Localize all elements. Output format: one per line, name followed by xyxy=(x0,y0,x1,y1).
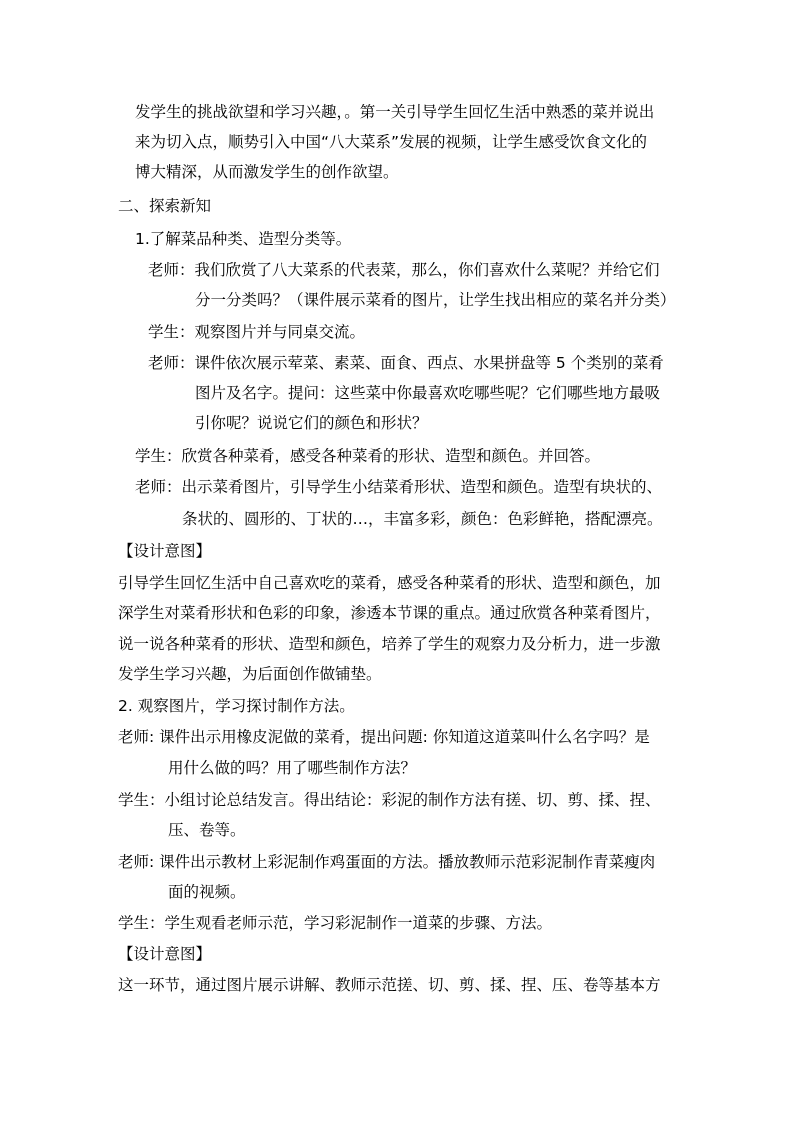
item2-student-1-line-2: 压、卷等。 xyxy=(168,821,246,839)
teacher-2-line-1: 老师：课件依次展示荤菜、素菜、面食、西点、水果拼盘等 5 个类别的菜肴 xyxy=(148,354,664,372)
teacher-1-line-1: 老师：我们欣赏了八大菜系的代表菜，那么，你们喜欢什么菜呢？并给它们 xyxy=(148,261,660,279)
item2-teacher-1-line-1: 老师: 课件出示用橡皮泥做的菜肴，提出问题: 你知道这道菜叫什么名字吗？是 xyxy=(118,728,650,746)
item-1-title: 1.了解菜品种类、造型分类等。 xyxy=(135,230,352,248)
design-intent-1-line-2: 深学生对菜肴形状和色彩的印象，渗透本节课的重点。通过欣赏各种菜肴图片， xyxy=(118,604,661,622)
design-intent-1-line-1: 引导学生回忆生活中自己喜欢吃的菜肴，感受各种菜肴的形状、造型和颜色，加 xyxy=(118,574,661,592)
item2-student-1-line-1: 学生：小组讨论总结发言。得出结论：彩泥的制作方法有搓、切、剪、揉、捏、 xyxy=(118,791,661,809)
intro-line-3: 博大精深，从而激发学生的创作欲望。 xyxy=(135,163,399,181)
design-intent-heading-1: 【设计意图】 xyxy=(118,542,212,560)
teacher-1-line-2: 分一分类吗？（课件展示菜肴的图片，让学生找出相应的菜名并分类） xyxy=(195,291,676,309)
design-intent-1-line-4: 发学生学习兴趣，为后面创作做铺垫。 xyxy=(118,665,382,683)
teacher-3-line-1: 老师：出示菜肴图片，引导学生小结菜肴形状、造型和颜色。造型有块状的、 xyxy=(135,478,663,496)
item2-teacher-1-line-2: 用什么做的吗？用了哪些制作方法？ xyxy=(168,759,417,777)
teacher-3-line-2: 条状的、圆形的、丁状的…，丰富多彩，颜色：色彩鲜艳，搭配漂亮。 xyxy=(182,510,663,528)
design-intent-1-line-3: 说一说各种菜肴的形状、造型和颜色，培养了学生的观察力及分析力，进一步激 xyxy=(118,635,661,653)
student-1: 学生：观察图片并与同桌交流。 xyxy=(148,323,366,341)
item2-student-2: 学生：学生观看老师示范，学习彩泥制作一道菜的步骤、方法。 xyxy=(118,914,553,932)
section-heading: 二、探索新知 xyxy=(118,197,212,215)
intro-line-1: 发学生的挑战欲望和学习兴趣，。第一关引导学生回忆生活中熟悉的菜并说出 xyxy=(135,103,655,121)
design-intent-2-line-1: 这一环节，通过图片展示讲解、教师示范搓、切、剪、揉、捏、压、卷等基本方 xyxy=(118,976,661,994)
teacher-2-line-3: 引你呢？说说它们的颜色和形状？ xyxy=(195,414,428,432)
item2-teacher-2-line-2: 面的视频。 xyxy=(168,883,246,901)
student-2: 学生：欣赏各种菜肴，感受各种菜肴的形状、造型和颜色。并回答。 xyxy=(135,447,601,465)
teacher-2-line-2: 图片及名字。提问：这些菜中你最喜欢吃哪些呢？它们哪些地方最吸 xyxy=(195,384,661,402)
item-2-title: 2. 观察图片，学习探讨制作方法。 xyxy=(118,697,355,715)
design-intent-heading-2: 【设计意图】 xyxy=(118,945,212,963)
intro-line-2: 来为切入点，顺势引入中国“八大菜系”发展的视频，让学生感受饮食文化的 xyxy=(135,133,648,151)
item2-teacher-2-line-1: 老师: 课件出示教材上彩泥制作鸡蛋面的方法。播放教师示范彩泥制作青菜瘦肉 xyxy=(118,853,656,871)
